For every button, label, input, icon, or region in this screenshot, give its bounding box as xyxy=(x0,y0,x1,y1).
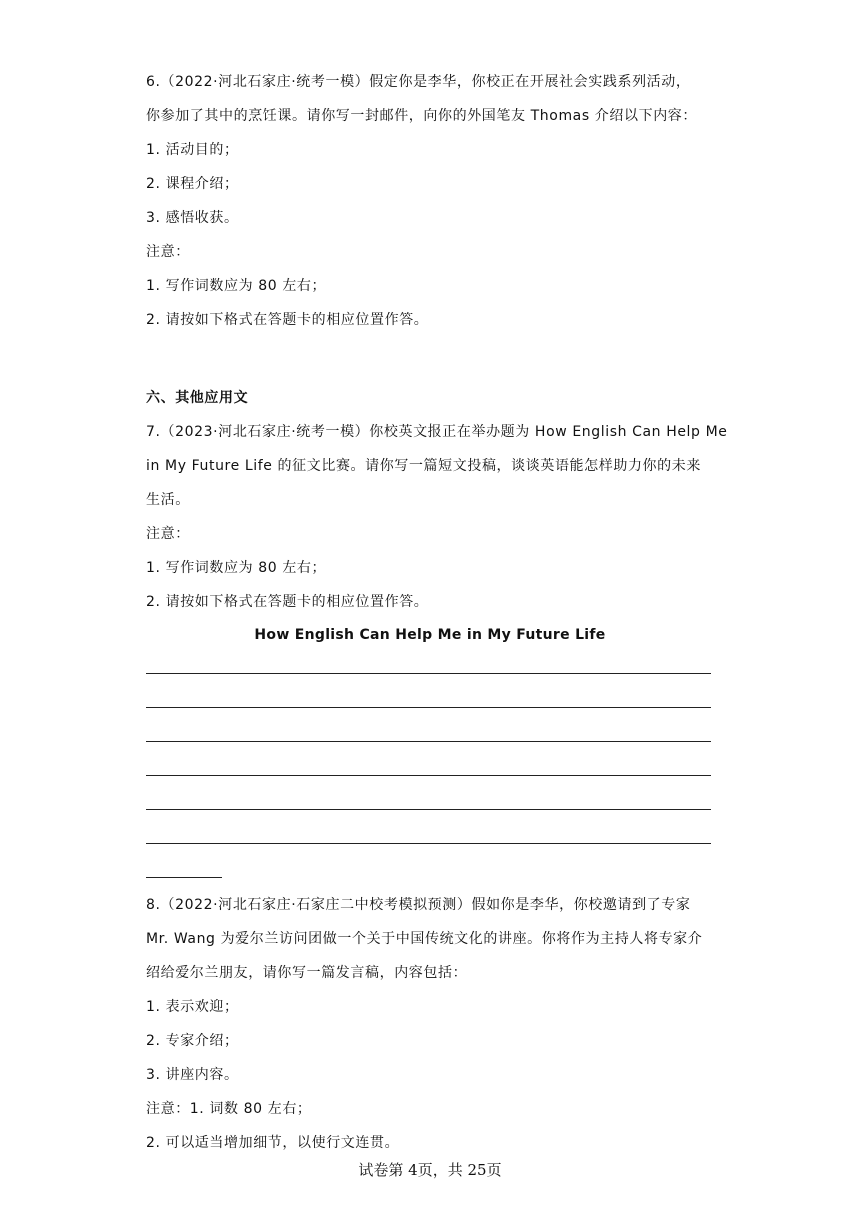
q8-item-1: 1. 表示欢迎； xyxy=(146,999,239,1015)
q6-note-2: 2. 请按如下格式在答题卡的相应位置作答。 xyxy=(146,312,429,328)
q6-item-1: 1. 活动目的； xyxy=(146,142,239,158)
q6-line-1: 6.（2022·河北石家庄·统考一模）假定你是李华，你校正在开展社会实践系列活动， xyxy=(146,74,691,90)
q8-item-2: 2. 专家介绍； xyxy=(146,1033,239,1049)
answer-line xyxy=(146,673,711,674)
answer-line xyxy=(146,809,711,810)
answer-line-short xyxy=(146,877,222,878)
q8-note-2: 2. 可以适当增加细节，以使行文连贯。 xyxy=(146,1135,400,1151)
section-heading: 六、其他应用文 xyxy=(146,390,249,406)
q8-note-1: 注意：1. 词数 80 左右； xyxy=(146,1101,312,1117)
answer-line xyxy=(146,843,711,844)
q8-line-1: 8.（2022·河北石家庄·石家庄二中校考模拟预测）假如你是李华，你校邀请到了专家 xyxy=(146,897,691,913)
q6-note-label: 注意： xyxy=(146,244,190,260)
q6-item-3: 3. 感悟收获。 xyxy=(146,210,239,226)
q7-line-2: in My Future Life 的征文比赛。请你写一篇短文投稿，谈谈英语能怎样助力你的未来 xyxy=(146,458,701,474)
essay-title: How English Can Help Me in My Future Life xyxy=(254,627,606,643)
answer-line xyxy=(146,741,711,742)
q8-line-2: Mr. Wang 为爱尔兰访问团做一个关于中国传统文化的讲座。你将作为主持人将专家介 xyxy=(146,931,703,947)
page-footer: 试卷第 4页，共 25页 xyxy=(358,1161,502,1179)
q6-note-1: 1. 写作词数应为 80 左右； xyxy=(146,278,327,294)
answer-line xyxy=(146,775,711,776)
answer-line xyxy=(146,707,711,708)
q7-line-1: 7.（2023·河北石家庄·统考一模）你校英文报正在举办题为 How English Can Help Me xyxy=(146,424,728,440)
q8-item-3: 3. 讲座内容。 xyxy=(146,1067,239,1083)
q7-note-label: 注意： xyxy=(146,526,190,542)
q7-note-1: 1. 写作词数应为 80 左右； xyxy=(146,560,327,576)
q6-item-2: 2. 课程介绍； xyxy=(146,176,239,192)
q7-line-3: 生活。 xyxy=(146,492,190,508)
q8-line-3: 绍给爱尔兰朋友，请你写一篇发言稿，内容包括： xyxy=(146,965,468,981)
q7-note-2: 2. 请按如下格式在答题卡的相应位置作答。 xyxy=(146,594,429,610)
q6-line-2: 你参加了其中的烹饪课。请你写一封邮件，向你的外国笔友 Thomas 介绍以下内容： xyxy=(146,108,697,124)
